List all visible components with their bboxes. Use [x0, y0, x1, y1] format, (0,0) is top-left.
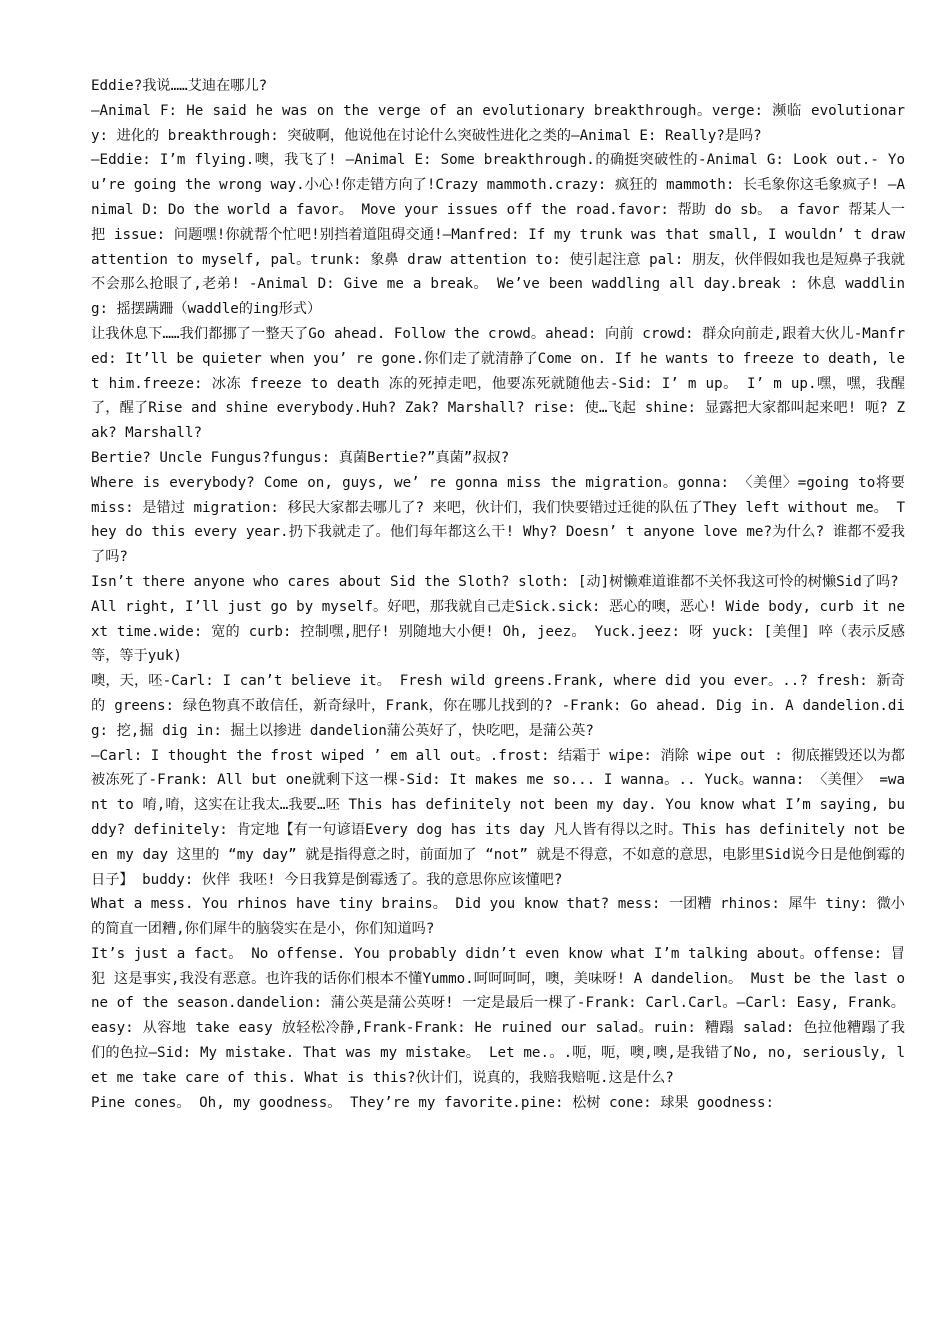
paragraph-7: Isn’t there anyone who cares about Sid the Sloth? sloth: [动]树懒难道谁都不关怀我这可怜的树懒Sid了吗? [91, 573, 899, 590]
paragraph-3: —Eddie: I’m flying.噢，我飞了! —Animal E: Some breakthrough.的确挺突破性的-Animal G: Look out.- You’re going the wrong way.小心!你走错方向了!Crazy mammoth.crazy: 疯狂的 mammoth: 长毛象你这毛象疯子! —Animal D: Do the world a favor。 Move your issues off the road.favor: 帮助 do sb。 a favor 帮某人一把 issue: 问题嘿!你就帮个忙吧!别挡着道阻碍交通!—Manfred: If my trunk was that small, I wouldn’ t draw attention to myself, pal。trunk: 象鼻 draw attention to: 使引起注意 pal: 朋友，伙伴假如我也是短鼻子我就不会那么抢眼了,老弟! -Animal D: Give me a break。 We’ve been waddling all day.break : 休息 waddling: 摇摆蹒跚（waddle的ing形式） [91, 152, 905, 318]
paragraph-13: Pine cones。 Oh, my goodness。 They’re my favorite.pine: 松树 cone: 球果 goodness: [91, 1094, 775, 1111]
paragraph-11: What a mess. You rhinos have tiny brains。 Did you know that? mess: 一团糟 rhinos: 犀牛 tiny: 微小的简直一团糟,你们犀牛的脑袋实在是小，你们知道吗? [91, 896, 905, 938]
paragraph-10: —Carl: I thought the frost wiped ’ em all out。.frost: 结霜于 wipe: 消除 wipe out : 彻底摧毁还以为都被冻死了-Frank: All but one就剩下这一棵-Sid: It makes me so... I wanna。.. Yuck。wanna: 〈美俚〉 =want to 唷,唷，这实在让我太…我要…呸 This has definitely not been my day. You know what I’m saying, buddy? definitely: 肯定地【有一句谚语Every dog has its day 凡人皆有得以之时。This has definitely not been my day 这里的 “my day” 就是指得意之时，前面加了 “not” 就是不得意，不如意的意思，电影里Sid说今日是他倒霉的日子】 buddy: 伙伴 我呸! 今日我算是倒霉透了。我的意思你应该懂吧? [91, 747, 905, 888]
paragraph-1: Eddie?我说……艾迪在哪儿? [91, 78, 268, 94]
paragraph-5: Bertie? Uncle Fungus?fungus: 真菌Bertie?”真菌”叔叔? [91, 449, 510, 466]
paragraph-6: Where is everybody? Come on, guys, we’ re gonna miss the migration。gonna: 〈美俚〉=going to将要 miss: 是错过 migration: 移民大家都去哪儿了? 来吧，伙计们，我们快要错过迁徙的队伍了They left without me。 They do this every year.扔下我就走了。他们每年都这么干! Why? Doesn’ t anyone love me?为什么? 谁都不爱我了吗? [91, 474, 905, 566]
paragraph-8: All right, I’ll just go by myself。好吧，那我就自己走Sick.sick: 恶心的噢，恶心! Wide body, curb it next time.wide: 宽的 curb: 控制嘿,肥仔! 别随地大小便! Oh, jeez。 Yuck.jeez: 呀 yuck: [美俚] 啐（表示反感等，等于yuk) [91, 598, 905, 665]
paragraph-4: 让我休息下……我们都挪了一整天了Go ahead. Follow the crowd。ahead: 向前 crowd: 群众向前走,跟着大伙儿-Manfred: It’ll be quieter when you’ re gone.你们走了就清静了Come on. If he wants to freeze to death, let him.freeze: 冰冻 freeze to death 冻的死掉走吧，他要冻死就随他去-Sid: I’ m up。 I’ m up.嘿，嘿，我醒了，醒了Rise and shine everybody.Huh? Zak? Marshall? rise: 使…飞起 shine: 显露把大家都叫起来吧! 呃? Zak? Marshall? [91, 325, 905, 442]
paragraph-12: It’s just a fact。 No offense. You probably didn’t even know what I’m talking about。offense: 冒犯 这是事实,我没有恶意。也许我的话你们根本不懂Yummo.呵呵呵呵，噢，美味呀! A dandelion。 Must be the last one of the season.dandelion: 蒲公英是蒲公英呀! 一定是最后一棵了-Frank: Carl.Carl。—Carl: Easy, Frank。easy: 从容地 take easy 放轻松冷静,Frank-Frank: He ruined our salad。ruin: 糟蹋 salad: 色拉他糟蹋了我们的色拉—Sid: My mistake. That was my mistake。 Let me.。.呃，呃，噢,噢,是我错了No, no, seriously, let me take care of this. What is this?伙计们，说真的，我赔我赔呃.这是什么? [91, 945, 905, 1086]
paragraph-2: —Animal F: He said he was on the verge of an evolutionary breakthrough。verge: 濒临 evolutionary: 进化的 breakthrough: 突破啊，他说他在讨论什么突破性进化之类的—Animal E: Really?是吗? [91, 102, 905, 144]
paragraph-9: 噢，天，呸-Carl: I can’t believe it。 Fresh wild greens.Frank, where did you ever。..? fresh: 新奇的 greens: 绿色物真不敢信任，新奇绿叶，Frank，你在哪儿找到的? -Frank: Go ahead. Dig in. A dandelion.dig: 挖,掘 dig in: 掘土以掺进 dandelion蒲公英好了，快吃吧，是蒲公英? [91, 673, 905, 739]
